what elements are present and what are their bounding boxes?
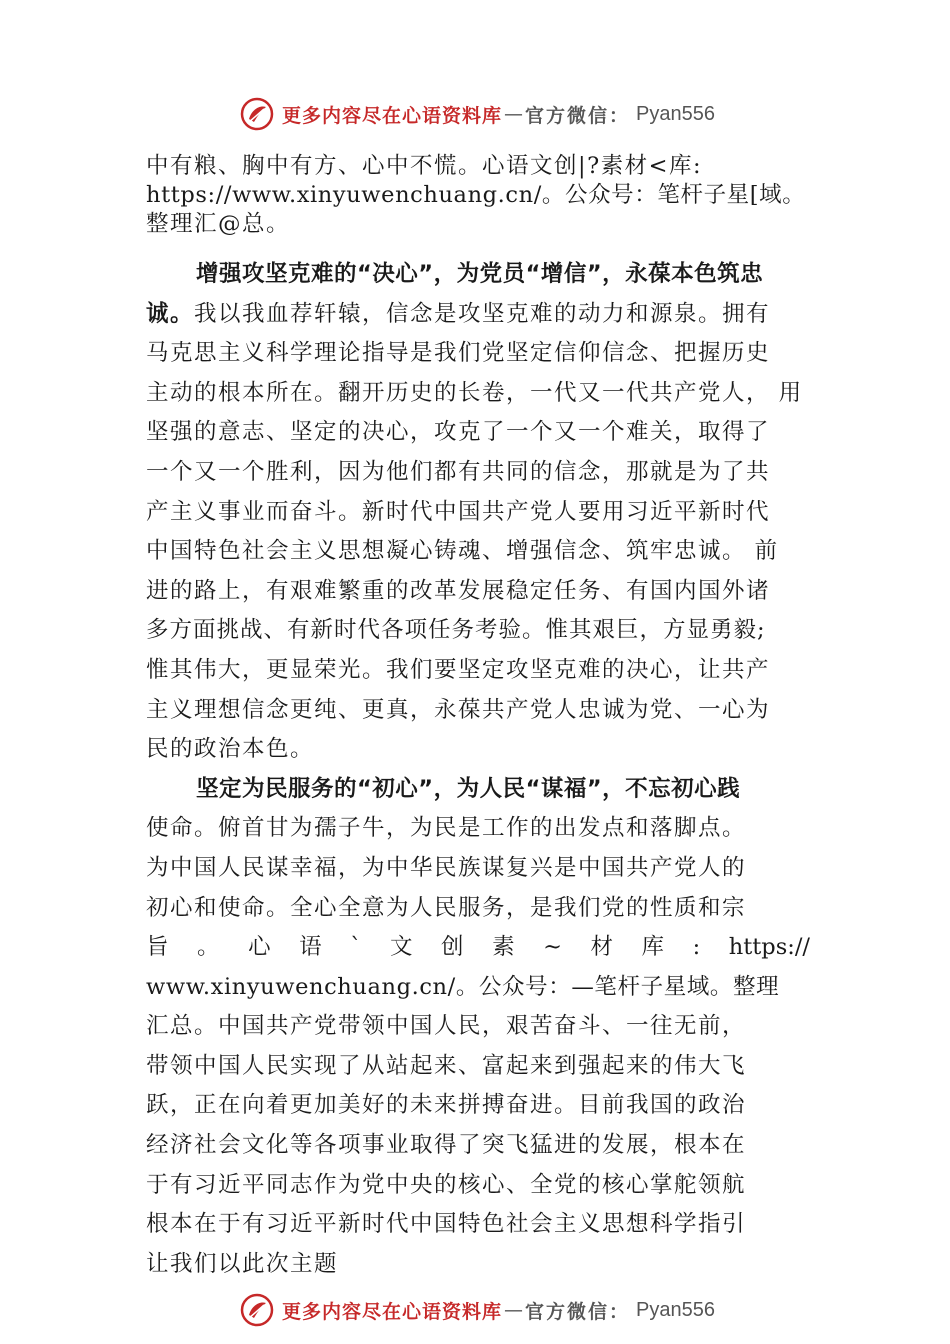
document-body xyxy=(146,152,810,1284)
footer-banner xyxy=(240,1290,715,1330)
text-line: https://www.xinyuwenchuang.cn/。公众号：笔杆子星[域。 xyxy=(146,182,806,208)
paragraph-text: 我以我血荐轩辕，信念是攻坚克难的动力和源泉。拥有 xyxy=(194,300,771,327)
text-line: 跃，正在向着更加美好的未来拼搏奋进。目前我国的政治 xyxy=(146,1092,747,1119)
banner-wechat-label: 官方微信： xyxy=(525,104,631,127)
section-heading-1: 增强攻坚克难的“决心”，为党员“增信”，永葆本色筑忠 xyxy=(196,261,764,287)
text-line: 主义理想信念更纯、更真，永葆共产党人忠诚为党、一心为 xyxy=(146,696,771,723)
text-fragment: 文 xyxy=(389,934,413,961)
banner-wechat-id: Pyan556 xyxy=(636,1298,715,1321)
text-fragment: https:// xyxy=(728,934,810,961)
text-line: 汇总。中国共产党带领中国人民，艰苦奋斗、一往无前， xyxy=(146,1013,747,1040)
text-line: 于有习近平同志作为党中央的核心、全党的核心掌舵领航 xyxy=(146,1171,747,1198)
text-line: 经济社会文化等各项事业取得了突飞猛进的发展，根本在 xyxy=(146,1132,747,1159)
text-line: 马克思主义科学理论指导是我们党坚定信仰信念、把握历史 xyxy=(146,340,771,367)
text-line: 民的政治本色。 xyxy=(146,736,315,763)
text-line: 主动的根本所在。翻开历史的长卷，一代又一代共产党人， 用 xyxy=(146,379,803,406)
text-line: 坚强的意志、坚定的决心，攻克了一个又一个难关，取得了 xyxy=(146,419,771,446)
text-fragment: 库 xyxy=(641,934,665,961)
section-heading-2: 坚定为民服务的“初心”，为人民“谋福”，不忘初心践 xyxy=(196,775,741,802)
text-line: 带领中国人民实现了从站起来、富起来到强起来的伟大飞 xyxy=(146,1052,747,1079)
section-heading-1-end: 诚。 xyxy=(146,300,195,327)
text-line: 初心和使命。全心全意为人民服务，是我们党的性质和宗 xyxy=(146,894,747,921)
text-line: 整理汇@总。 xyxy=(146,211,291,237)
text-fragment: 素 xyxy=(492,934,515,961)
banner-wechat-id: Pyan556 xyxy=(636,102,715,125)
brand-logo-icon xyxy=(240,97,274,131)
text-fragment: ~ xyxy=(543,934,562,961)
banner-title: 更多内容尽在心语资料库 xyxy=(282,1300,503,1323)
text-fragment: 旨 xyxy=(146,934,169,961)
text-fragment: ` xyxy=(350,934,362,961)
text-line: 进的路上，有艰难繁重的改革发展稳定任务、有国内国外诸 xyxy=(146,577,771,604)
text-line: 根本在于有习近平新时代中国特色社会主义思想科学指引 xyxy=(146,1211,747,1238)
banner-separator: — xyxy=(504,1299,524,1321)
text-line: 多方面挑战、有新时代各项任务考验。惟其艰巨，方显勇毅; xyxy=(146,617,766,644)
text-line: 为中国人民谋幸福，为中华民族谋复兴是中国共产党人的 xyxy=(146,854,747,881)
text-line: 产主义事业而奋斗。新时代中国共产党人要用习近平新时代 xyxy=(146,498,771,525)
header-banner xyxy=(240,94,715,134)
text-line: 中国特色社会主义思想凝心铸魂、增强信念、筑牢忠诚。 前 xyxy=(146,538,779,565)
text-line: 让我们以此次主题 xyxy=(146,1250,339,1277)
text-line: 中有粮、胸中有方、心中不慌。心语文创|?素材<库: xyxy=(146,153,703,179)
text-line xyxy=(146,295,810,335)
text-line: www.xinyuwenchuang.cn/。公众号：—笔杆子星域。整理 xyxy=(146,973,780,1000)
text-line: 惟其伟大，更显荣光。我们要坚定攻坚克难的决心，让共产 xyxy=(146,656,771,683)
banner-separator: — xyxy=(504,103,524,125)
brand-logo-icon xyxy=(240,1293,274,1327)
banner-wechat-label: 官方微信： xyxy=(525,1300,631,1323)
text-fragment: 创 xyxy=(441,934,464,961)
text-fragment: 语 xyxy=(299,934,322,961)
text-fragment: 材 xyxy=(590,934,614,961)
text-fragment: 心 xyxy=(248,934,271,961)
text-line: 使命。俯首甘为孺子牛，为民是工作的出发点和落脚点。 xyxy=(146,815,747,842)
text-line: 一个又一个胜利，因为他们都有共同的信念，那就是为了共 xyxy=(146,458,771,485)
banner-title: 更多内容尽在心语资料库 xyxy=(282,104,503,127)
text-fragment: : xyxy=(692,934,701,961)
text-fragment: 。 xyxy=(197,934,220,961)
text-line-justified xyxy=(146,928,810,968)
